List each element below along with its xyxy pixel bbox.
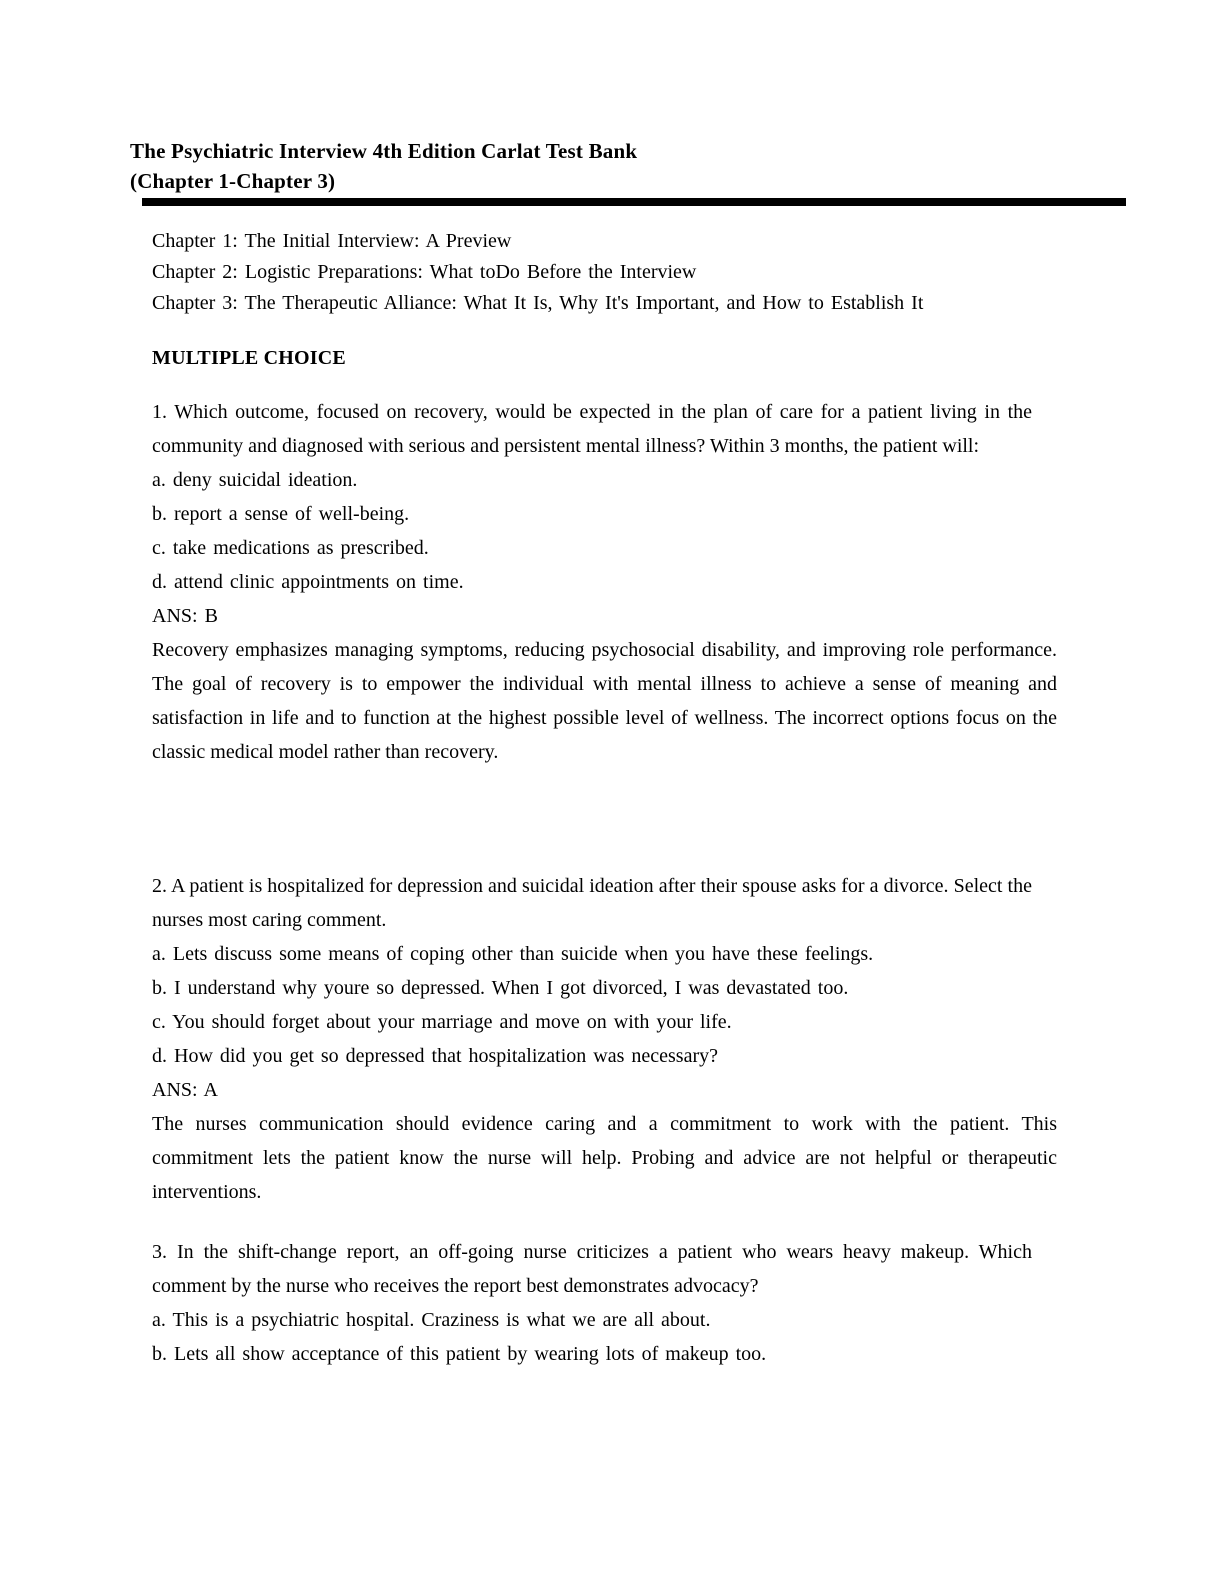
question-1-option-a: a. deny suicidal ideation.	[152, 469, 358, 491]
question-2-option-c: c. You should forget about your marriage and move on with your life.	[152, 1011, 732, 1033]
chapter-item-2: Chapter 2: Logistic Preparations: What toDo Before the Interview	[152, 261, 697, 283]
question-3-option-b: b. Lets all show acceptance of this patient by wearing lots of makeup too.	[152, 1343, 767, 1365]
section-heading: MULTIPLE CHOICE	[152, 347, 346, 369]
question-2-rationale: The nurses communication should evidence caring and a commitment to work with the patient. This commitment lets the patient know the nurse will help. Probing and advice are not helpful or therapeutic interventions.	[152, 1113, 1057, 1203]
question-1-stem: 1. Which outcome, focused on recovery, would be expected in the plan of care for a patient living in the community and diagnosed with serious and persistent mental illness? Within 3 months, the patient will:	[152, 401, 1032, 457]
title-divider-rule	[142, 198, 1126, 206]
question-1-answer: ANS: B	[152, 605, 218, 627]
question-2-option-a: a. Lets discuss some means of coping other than suicide when you have these feelings.	[152, 943, 874, 965]
document-title	[130, 136, 1224, 196]
question-2-option-d: d. How did you get so depressed that hospitalization was necessary?	[152, 1045, 718, 1067]
question-1-option-b: b. report a sense of well-being.	[152, 503, 410, 525]
question-block-1	[152, 395, 1224, 769]
chapter-item-3: Chapter 3: The Therapeutic Alliance: What It Is, Why It's Important, and How to Establish It	[152, 292, 924, 314]
chapter-list	[152, 226, 1224, 319]
question-block-2	[152, 869, 1224, 1209]
question-3-option-a: a. This is a psychiatric hospital. Craziness is what we are all about.	[152, 1309, 711, 1331]
title-line-2: (Chapter 1-Chapter 3)	[130, 169, 336, 193]
question-3-stem: 3. In the shift-change report, an off-going nurse criticizes a patient who wears heavy makeup. Which comment by the nurse who receives the report best demonstrates advocacy?	[152, 1241, 1032, 1297]
question-2-stem: 2. A patient is hospitalized for depression and suicidal ideation after their spouse asks for a divorce. Select the nurses most caring comment.	[152, 875, 1032, 931]
question-block-3	[152, 1235, 1224, 1371]
question-2-answer: ANS: A	[152, 1079, 218, 1101]
question-1-rationale: Recovery emphasizes managing symptoms, reducing psychosocial disability, and improving role performance. The goal of recovery is to empower the individual with mental illness to achieve a sense of meaning and satisfaction in life and to function at the highest possible level of wellness. The incorrect options focus on the classic medical model rather than recovery.	[152, 639, 1057, 763]
question-1-option-d: d. attend clinic appointments on time.	[152, 571, 464, 593]
title-line-1: The Psychiatric Interview 4th Edition Carlat Test Bank	[130, 139, 638, 163]
question-1-option-c: c. take medications as prescribed.	[152, 537, 429, 559]
question-2-option-b: b. I understand why youre so depressed. When I got divorced, I was devastated too.	[152, 977, 849, 999]
chapter-item-1: Chapter 1: The Initial Interview: A Preview	[152, 230, 512, 252]
